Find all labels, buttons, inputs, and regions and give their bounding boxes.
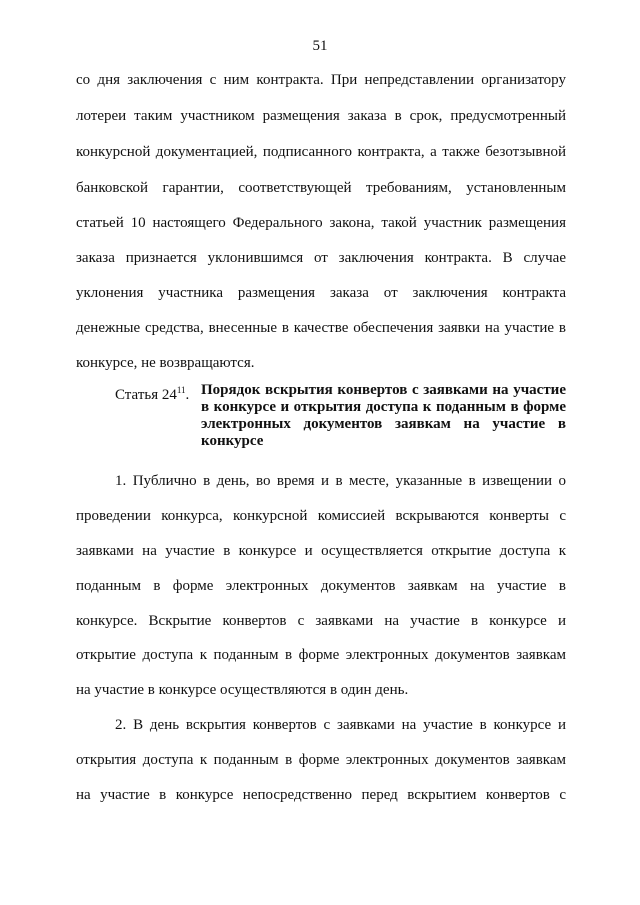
article-title-line: Порядок вскрытия конвертов с заявками на участие	[201, 382, 566, 398]
text-line: заказа признается уклонившимся от заключения контракта. В случае	[76, 250, 566, 266]
text-line: 2. В день вскрытия конвертов с заявками на участие в конкурсе и	[115, 717, 566, 733]
text-line: денежные средства, внесенные в качестве обеспечения заявки на участие в	[76, 320, 566, 336]
text-line: 1. Публично в день, во время и в месте, указанные в извещении о	[115, 473, 566, 489]
text-line: банковской гарантии, соответствующей требованиям, установленным	[76, 180, 566, 196]
text-line: уклонения участника размещения заказа от заключения контракта	[76, 285, 566, 301]
article-title-line: электронных документов заявкам на участие в	[201, 416, 566, 432]
article-label: Статья $24^{11}$.	[115, 385, 190, 403]
text-line: на участие в конкурсе непосредственно перед вскрытием конвертов с	[76, 787, 566, 803]
article-label-superscript: 11	[176, 385, 186, 395]
text-line: открытие доступа к поданным в форме электронных документов заявкам	[76, 647, 566, 663]
text-line: конкурсе, не возвращаются.	[76, 355, 255, 371]
text-line: конкурсе. Вскрытие конвертов с заявками на участие в конкурсе и	[76, 613, 566, 629]
article-title-line: конкурсе	[201, 433, 264, 449]
text-line: заявками на участие в конкурсе и осуществляется открытие доступа к	[76, 543, 566, 559]
text-line: поданным в форме электронных документов заявкам на участие в	[76, 578, 566, 594]
page-number: 51	[312, 38, 328, 54]
text-line: лотереи таким участником размещения заказа в срок, предусмотренный	[76, 108, 566, 124]
article-title	[201, 382, 566, 450]
text-line: со дня заключения с ним контракта. При непредставлении организатору	[76, 72, 566, 88]
text-line: статьей 10 настоящего Федерального закона, такой участник размещения	[76, 215, 566, 231]
text-line: конкурсной документацией, подписанного контракта, а также безотзывной	[76, 144, 566, 160]
text-line: на участие в конкурсе осуществляются в один день.	[76, 682, 409, 698]
article-title-line: в конкурсе и открытия доступа к поданным в форме	[201, 399, 566, 415]
text-line: проведении конкурса, конкурсной комиссией вскрываются конверты с	[76, 508, 566, 524]
text-line: открытия доступа к поданным в форме электронных документов заявкам	[76, 752, 566, 768]
